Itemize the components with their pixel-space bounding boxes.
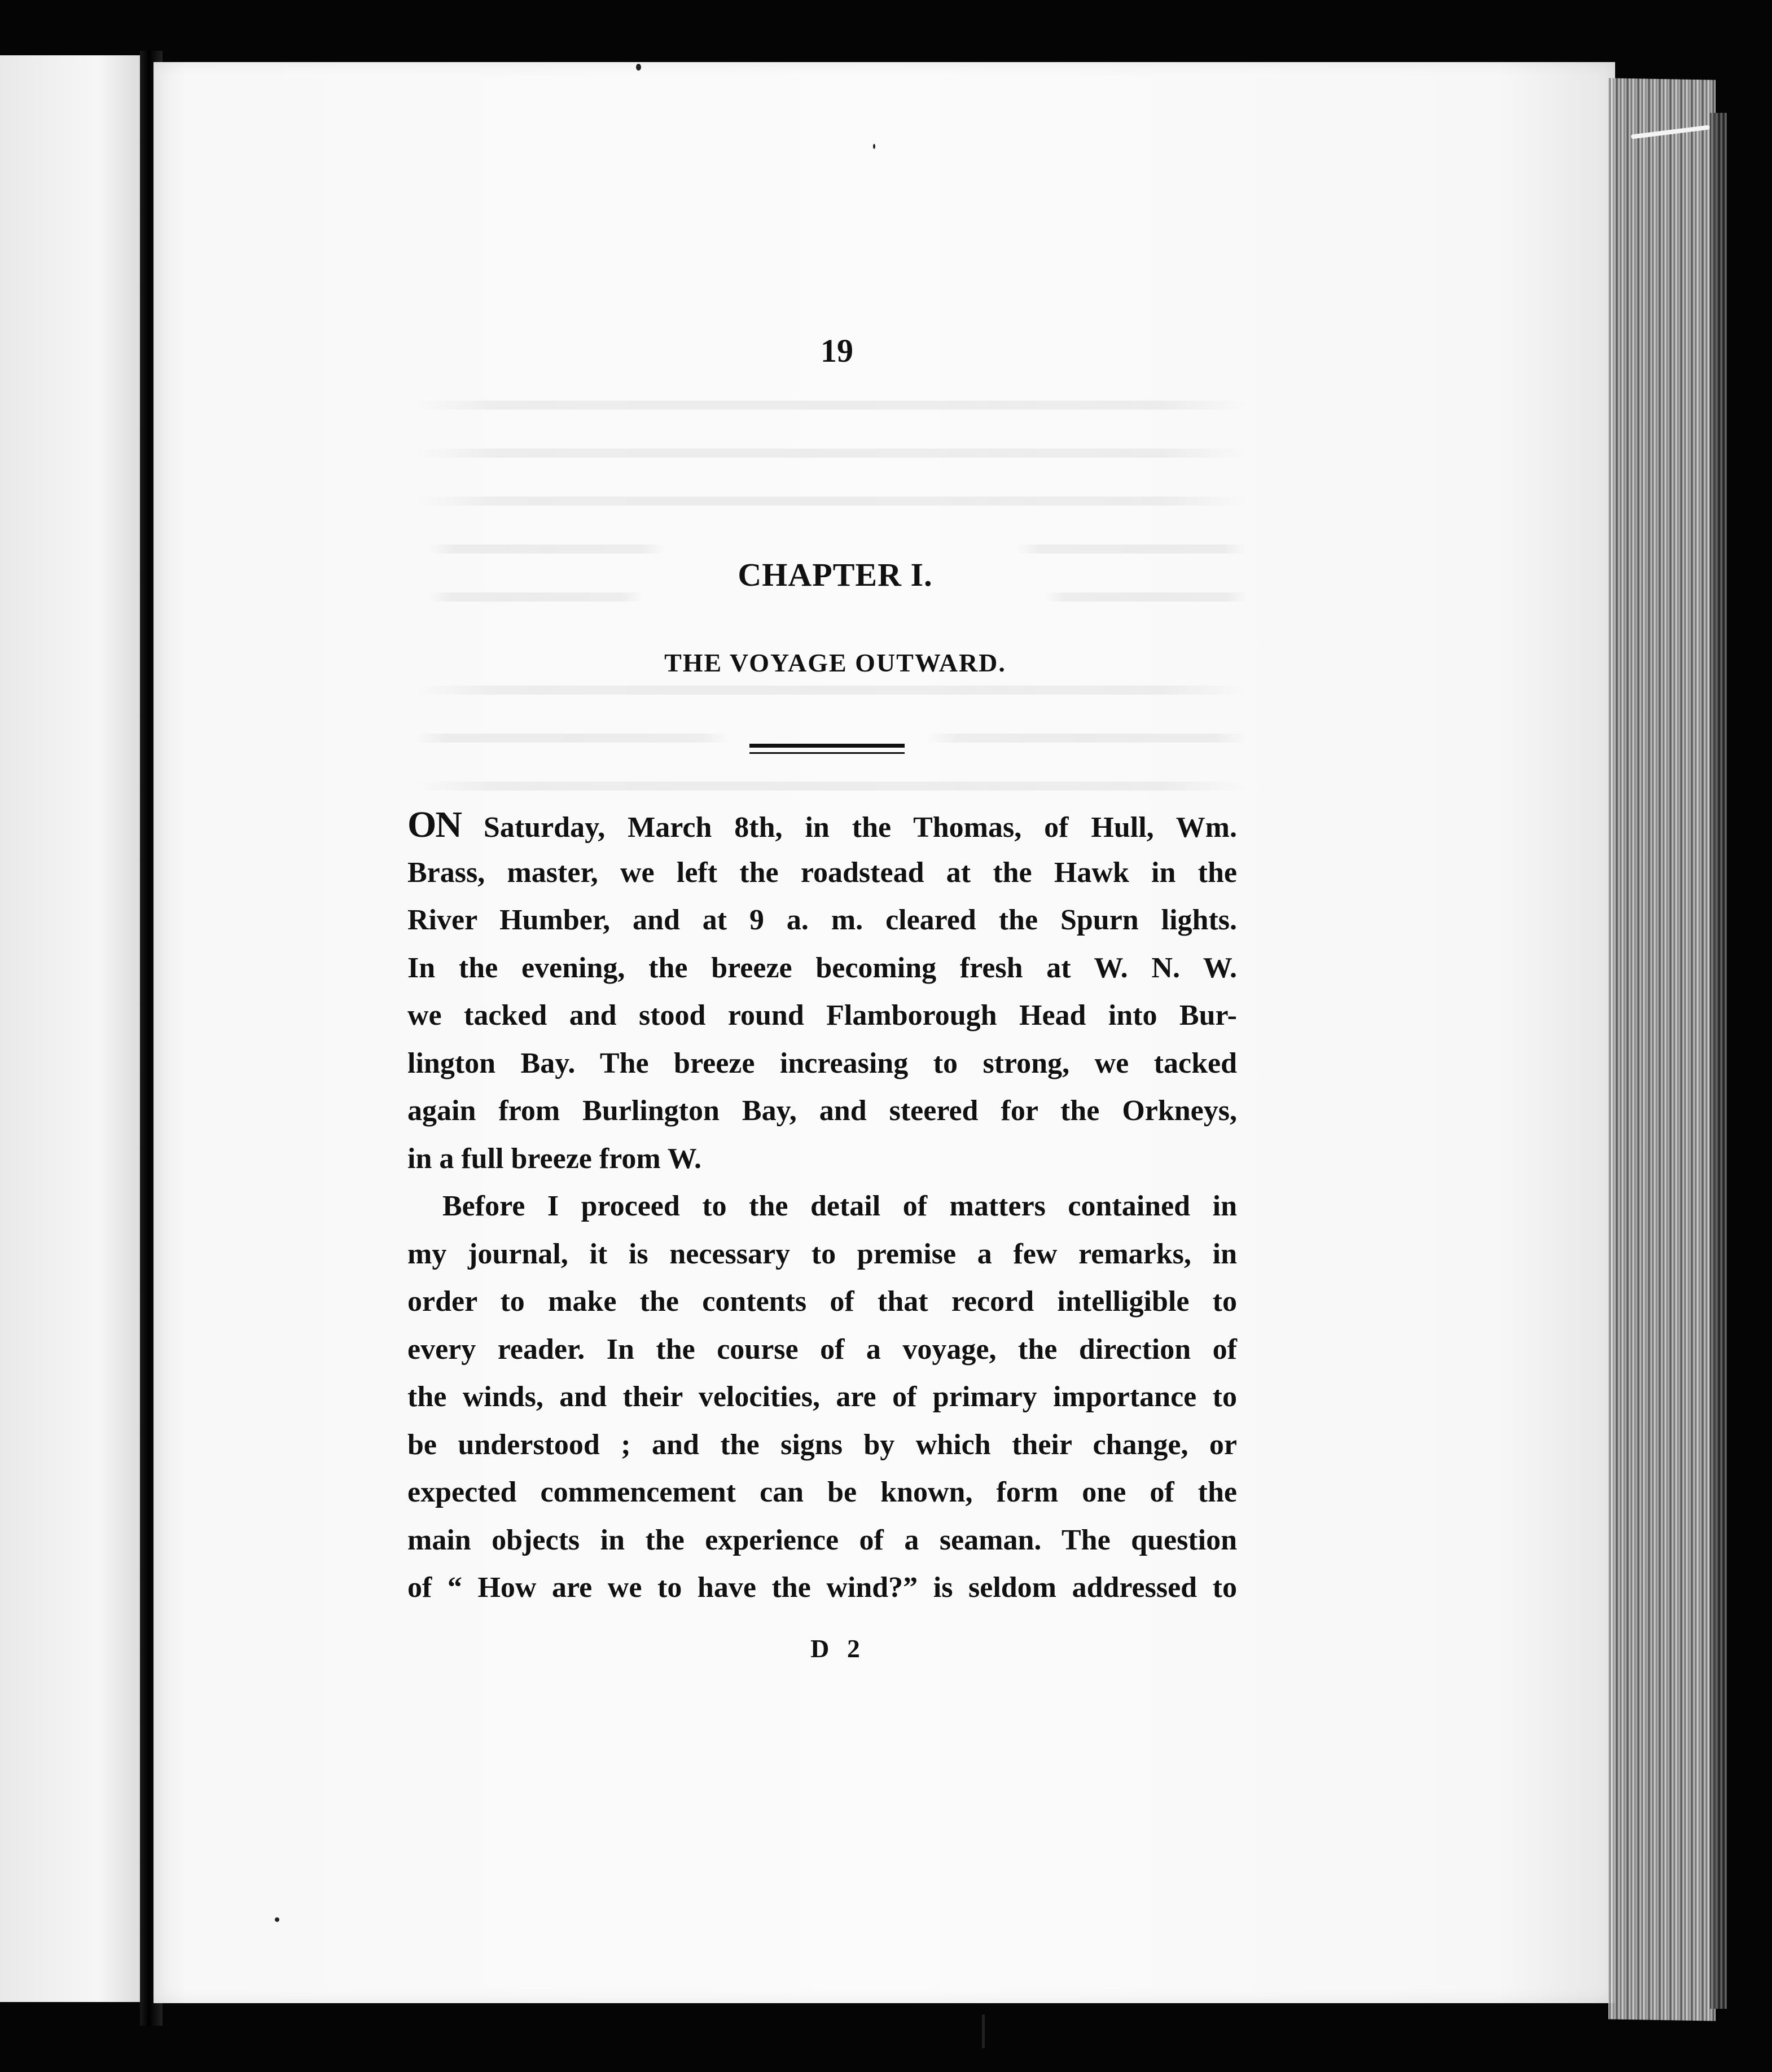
text-line: Brass, master, we left the roadstead at the Hawk in the <box>407 856 1237 889</box>
show-through-line <box>415 734 731 743</box>
text-line: lington Bay. The breeze increasing to strong, we tacked <box>407 1047 1237 1079</box>
dust-speck <box>982 2014 985 2048</box>
show-through-line <box>1016 545 1247 554</box>
text-line: of “ How are we to have the wind?” is seldom addressed to <box>407 1571 1237 1604</box>
text-line: order to make the contents of that record intelligible to <box>407 1285 1237 1318</box>
text-line: main objects in the experience of a seaman. The question <box>407 1524 1237 1556</box>
show-through-line <box>429 545 666 554</box>
left-facing-page <box>0 55 140 2002</box>
text-line-content: Saturday, March 8th, in the Thomas, of Hull, Wm. <box>461 811 1237 844</box>
text-line: in a full breeze from W. <box>407 1142 701 1175</box>
text-line: the winds, and their velocities, are of primary importance to <box>407 1381 1237 1413</box>
text-line: we tacked and stood round Flamborough Head into Bur- <box>407 999 1237 1031</box>
chapter-subtitle: THE VOYAGE OUTWARD. <box>664 648 1006 677</box>
text-line: expected commencement can be known, form one of the <box>407 1476 1237 1508</box>
show-through-line <box>415 401 1247 410</box>
body-text <box>407 801 1237 1612</box>
page-block-edge <box>1608 78 1716 2021</box>
ornamental-rule-thin <box>749 752 905 754</box>
ornamental-rule <box>749 744 905 748</box>
text-line: be understood ; and the signs by which their change, or <box>407 1428 1237 1461</box>
chapter-title: CHAPTER I. <box>738 556 933 593</box>
show-through-line <box>415 497 1247 506</box>
text-line: Before I proceed to the detail of matters contained in <box>442 1190 1237 1222</box>
text-line: In the evening, the breeze becoming fresh at W. N. W. <box>407 951 1237 984</box>
show-through-line <box>415 782 1247 791</box>
dust-speck <box>275 1917 279 1922</box>
page-block-shadow <box>1710 113 1727 2009</box>
drop-cap: ON <box>407 804 461 845</box>
dust-speck <box>873 144 875 149</box>
show-through-line <box>415 686 1247 695</box>
show-through-line <box>429 592 643 602</box>
text-line: River Humber, and at 9 a. m. cleared the Spurn lights. <box>407 904 1237 936</box>
text-line <box>407 801 1237 849</box>
signature-mark: D 2 <box>810 1634 866 1663</box>
text-line: my journal, it is necessary to premise a few remarks, in <box>407 1237 1237 1270</box>
show-through-line <box>415 449 1247 458</box>
text-line: again from Burlington Bay, and steered for the Orkneys, <box>407 1095 1237 1127</box>
text-line: every reader. In the course of a voyage, the direction of <box>407 1333 1237 1366</box>
show-through-line <box>926 734 1247 743</box>
dust-speck <box>636 64 641 71</box>
show-through-line <box>1044 592 1247 602</box>
page-number: 19 <box>821 332 853 369</box>
